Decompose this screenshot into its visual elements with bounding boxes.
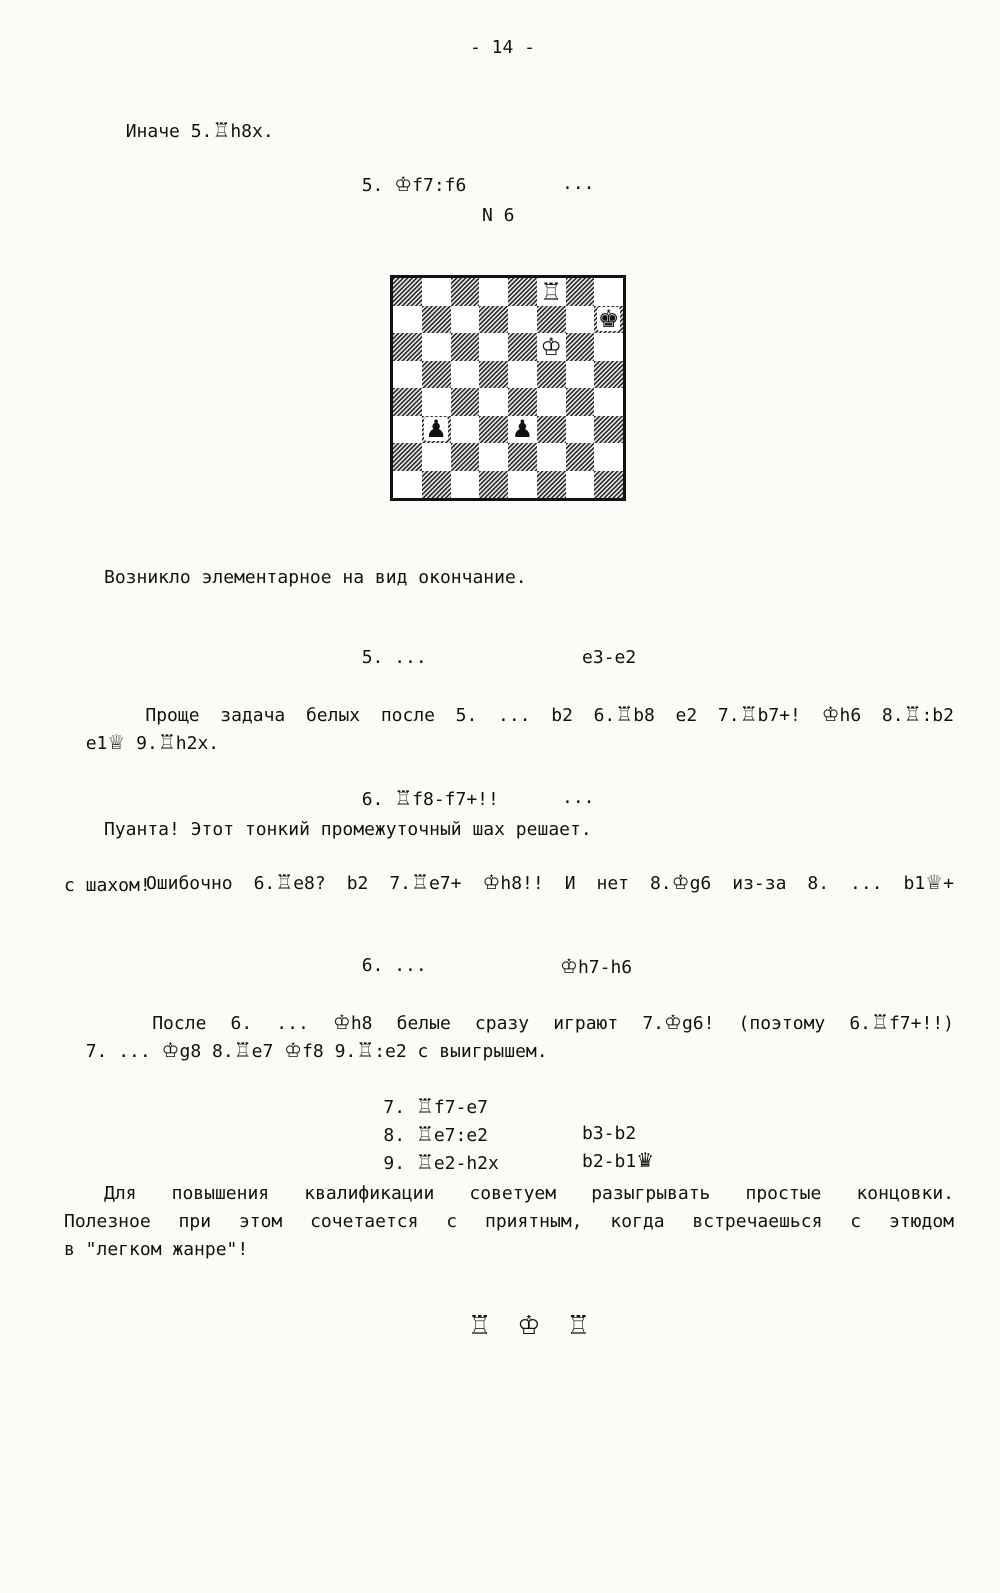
square-d4 xyxy=(479,388,508,416)
king-icon: ♔ xyxy=(161,1038,180,1062)
black-move: ... xyxy=(562,787,595,808)
square-b2 xyxy=(422,443,451,471)
rook-icon: ♖ xyxy=(212,118,231,142)
square-a1 xyxy=(393,471,422,499)
square-e2 xyxy=(508,443,537,471)
square-h4 xyxy=(594,388,623,416)
paragraph-5-line-3: в "легком жанре"! xyxy=(64,1239,249,1260)
white-move: f8-f7+!! xyxy=(412,789,499,810)
paragraph-3-line-2: Ошибочно 6.♖e8? b2 7.♖e7+ ♔h8!! И нет 8.♔g6 из-за 8. ... b1♕+ xyxy=(145,870,954,894)
rook-icon: ♖ xyxy=(356,1038,375,1062)
white-rook-f8-icon: ♖ xyxy=(540,277,562,306)
square-c4 xyxy=(451,388,480,416)
square-a7 xyxy=(393,306,422,334)
square-f1 xyxy=(537,471,566,499)
square-b7 xyxy=(422,306,451,334)
square-f4 xyxy=(537,388,566,416)
paragraph-1: Возникло элементарное на вид окончание. xyxy=(104,567,527,588)
square-c6 xyxy=(451,333,480,361)
square-a8 xyxy=(393,278,422,306)
square-a2 xyxy=(393,443,422,471)
queen-icon: ♛ xyxy=(636,1148,655,1172)
square-e7 xyxy=(508,306,537,334)
square-g8 xyxy=(566,278,595,306)
square-c1 xyxy=(451,471,480,499)
square-b1 xyxy=(422,471,451,499)
move5-white-line xyxy=(340,148,595,198)
square-g2 xyxy=(566,443,595,471)
white-move: ... xyxy=(394,955,427,976)
square-h6 xyxy=(594,333,623,361)
square-d8 xyxy=(479,278,508,306)
square-f6 xyxy=(537,333,566,361)
intro-move: h8x. xyxy=(230,121,274,142)
rook-icon: ♖ xyxy=(415,1094,434,1118)
square-e8 xyxy=(508,278,537,306)
queen-icon: ♕ xyxy=(925,870,944,894)
square-g6 xyxy=(566,333,595,361)
square-f5 xyxy=(537,361,566,389)
king-icon: ♔ xyxy=(394,172,413,196)
square-g7 xyxy=(566,306,595,334)
square-d1 xyxy=(479,471,508,499)
square-c7 xyxy=(451,306,480,334)
rook-icon: ♖ xyxy=(157,730,176,754)
square-h7 xyxy=(594,306,623,334)
square-h5 xyxy=(594,361,623,389)
square-b4 xyxy=(422,388,451,416)
final-move-row: 7. ♖f7-e7 b3-b2 xyxy=(383,1094,637,1144)
rook-icon: ♖ xyxy=(415,1150,434,1174)
square-h3 xyxy=(594,416,623,444)
square-d3 xyxy=(479,416,508,444)
white-move: ... xyxy=(394,647,427,668)
paragraph-3-line-1: Пуанта! Этот тонкий промежуточный шах решает. xyxy=(104,819,592,840)
intro-text: Иначе 5. xyxy=(125,121,213,142)
square-h2 xyxy=(594,443,623,471)
square-a5 xyxy=(393,361,422,389)
paragraph-5-line-2: Полезное при этом сочетается с приятным, когда встречаешься с этюдом xyxy=(64,1211,954,1232)
square-d6 xyxy=(479,333,508,361)
rook-icon: ♖ xyxy=(871,1010,889,1034)
square-b6 xyxy=(422,333,451,361)
rook-icon: ♖ xyxy=(903,702,922,726)
black-move: h7-h6 xyxy=(577,957,633,978)
square-f3 xyxy=(537,416,566,444)
black-pawn-b3-icon: ♟ xyxy=(425,415,447,444)
square-d2 xyxy=(479,443,508,471)
move-number: 5. xyxy=(361,175,384,196)
square-f2 xyxy=(537,443,566,471)
square-c2 xyxy=(451,443,480,471)
move-number: 6. xyxy=(361,955,384,976)
final-move-row: 8. ♖e7:e2 b2-b1♛ xyxy=(383,1122,655,1172)
rook-icon: ♖ xyxy=(415,1122,434,1146)
paragraph-3-line-3: с шахом! xyxy=(64,875,151,896)
paragraph-4-line-2: 7. ... ♔g8 8.♖e7 ♔f8 9.♖:e2 с выигрышем. xyxy=(85,1038,548,1062)
square-d5 xyxy=(479,361,508,389)
black-move: ... xyxy=(562,173,595,194)
white-move: f7:f6 xyxy=(412,175,467,196)
square-e1 xyxy=(508,471,537,499)
square-b8 xyxy=(422,278,451,306)
square-g1 xyxy=(566,471,595,499)
square-c8 xyxy=(451,278,480,306)
king-icon: ♔ xyxy=(284,1038,303,1062)
rook-icon: ♖ xyxy=(233,1038,252,1062)
square-c3 xyxy=(451,416,480,444)
square-d7 xyxy=(479,306,508,334)
paragraph-2-line-2: e1♕ 9.♖h2x. xyxy=(85,730,220,754)
square-e4 xyxy=(508,388,537,416)
square-g3 xyxy=(566,416,595,444)
square-c5 xyxy=(451,361,480,389)
square-b5 xyxy=(422,361,451,389)
black-king-h7-icon: ♚ xyxy=(597,305,620,334)
paragraph-4-line-1: После 6. ... ♔h8 белые сразу играют 7.♔g6! (поэтому 6.♖f7+!!) xyxy=(152,1010,954,1034)
black-pawn-e3-icon: ♟ xyxy=(511,415,534,444)
square-a6 xyxy=(393,333,422,361)
move6-black-line xyxy=(340,930,680,978)
diagram-title: N 6 xyxy=(482,205,515,226)
rook-icon: ♖ xyxy=(411,870,429,894)
white-king-f6-icon: ♔ xyxy=(540,332,562,361)
square-f8 xyxy=(537,278,566,306)
move5-black-line xyxy=(340,622,660,670)
move-number: 5. xyxy=(361,647,384,668)
move-number: 6. xyxy=(361,789,384,810)
queen-icon: ♕ xyxy=(107,730,126,754)
square-b3 xyxy=(422,416,451,444)
chess-diagram xyxy=(390,275,626,501)
king-icon: ♔ xyxy=(664,1010,682,1034)
square-a3 xyxy=(393,416,422,444)
square-e6 xyxy=(508,333,537,361)
king-icon: ♔ xyxy=(332,1010,351,1034)
rook-icon: ♖ xyxy=(739,702,758,726)
square-h8 xyxy=(594,278,623,306)
square-h1 xyxy=(594,471,623,499)
footer-pieces-icon: ♖♔♖ xyxy=(468,1311,616,1341)
intro-line xyxy=(104,94,274,144)
king-icon: ♔ xyxy=(482,870,501,894)
king-icon: ♔ xyxy=(821,702,840,726)
paragraph-5-line-1: Для повышения квалификации советуем разыгрывать простые концовки. xyxy=(104,1183,954,1204)
rook-icon: ♖ xyxy=(275,870,294,894)
page-number: - 14 - xyxy=(470,37,536,58)
rook-icon: ♖ xyxy=(615,702,634,726)
square-g4 xyxy=(566,388,595,416)
king-icon: ♔ xyxy=(671,870,690,894)
square-g5 xyxy=(566,361,595,389)
square-a4 xyxy=(393,388,422,416)
paragraph-2-line-1: Проще задача белых после 5. ... b2 6.♖b8 e2 7.♖b7+! ♔h6 8.♖:b2 xyxy=(145,702,954,726)
final-move-row: 9. ♖e2-h2x xyxy=(383,1150,499,1174)
square-e5 xyxy=(508,361,537,389)
square-f7 xyxy=(537,306,566,334)
king-icon: ♔ xyxy=(560,954,578,978)
black-move: e3-e2 xyxy=(582,647,637,668)
rook-icon: ♖ xyxy=(394,786,413,810)
square-e3 xyxy=(508,416,537,444)
move6-white-line xyxy=(340,762,595,812)
